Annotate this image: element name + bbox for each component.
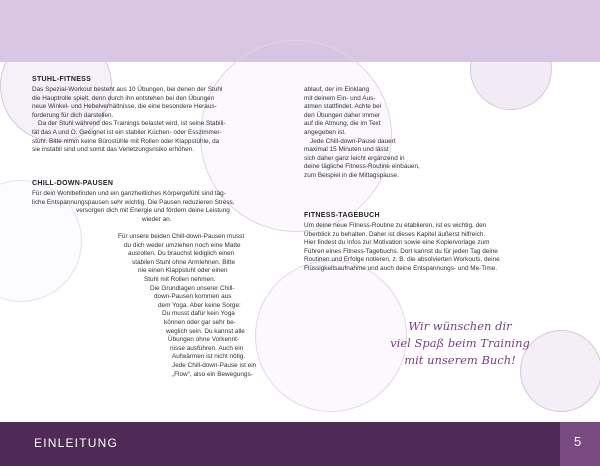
text-line: Führen eines Fitness-Tagebuchs. Dort kannst du für jeden Tag deine: [304, 247, 498, 255]
text-line: deine tägliche Fitness-Routine einbauen,: [304, 163, 420, 171]
paragraph-chill-down-continued: [304, 86, 474, 181]
section-heading-chill-down-pausen: CHILL-DOWN-PAUSEN: [32, 180, 114, 187]
text-line: stabilen Stuhl ohne Armlehnen. Bitte: [132, 258, 236, 266]
text-line: Für dein Wohlbefinden und ein ganzheitliches Körpergefühl sind täg-: [32, 190, 226, 197]
text-line: „Flow", also ein Bewegungs-: [172, 370, 253, 378]
page-number: 5: [574, 434, 582, 449]
text-line: dem Yoga. Aber keine Sorge:: [158, 301, 241, 309]
text-line: weglich sein. Du kannst alle: [166, 327, 245, 335]
text-line: Jede Chill-down-Pause dauert: [310, 137, 396, 145]
text-line: liche Entspannungspausen sehr wichtig. Die Pausen reduzieren Stress,: [32, 198, 235, 206]
text-line: nisse ausführen. Auch ein: [170, 344, 244, 352]
text-line: ablauf, der im Einklang: [304, 86, 370, 93]
script-line: viel Spaß beim Training: [390, 336, 530, 350]
text-line: Überblick zu behalten. Daher ist dieses Kapitel äußerst hilfreich.: [304, 230, 486, 238]
text-line: atmen stattfindet. Achte bei: [304, 103, 382, 111]
decorative-circle: [470, 28, 552, 110]
text-line: auf die Atmung, die im Text: [304, 120, 381, 128]
text-line: Flüssigkeitsaufnahme und auch deine Entspannungs- und Me-Time.: [304, 264, 498, 272]
text-line: Übungen ohne Vorkennt-: [168, 336, 240, 344]
section-label: EINLEITUNG: [34, 436, 119, 450]
text-line: Routinen und Erfolge notieren, z. B. die absolvierten Workouts, deine: [304, 256, 500, 264]
text-line: Die Grundlagen unserer Chill-: [150, 284, 235, 292]
text-line: ausrollen. Du brauchst lediglich einen: [128, 250, 235, 258]
text-line: angegeben ist.: [304, 128, 346, 136]
text-line: versorgen dich mit Energie und fördern deine Leistung: [76, 207, 230, 215]
section-heading-fitness-tagebuch: FITNESS-TAGEBUCH: [304, 212, 380, 219]
text-line: Aufwärmen ist nicht nötig.: [172, 353, 246, 361]
text-line: Stuhl mit Rollen nehmen.: [144, 275, 216, 283]
text-line: nie einen Klappstuhl oder einen: [138, 267, 228, 275]
text-line: stuhl. Bitte nimm keine Bürostühle mit Rollen oder Klappstühle, da: [32, 137, 220, 145]
script-line: Wir wünschen dir: [408, 319, 512, 333]
text-line: können oder gar sehr be-: [164, 318, 236, 326]
text-line: die Hauptrolle spielt, denn durch ihn entstehen bei den Übungen: [32, 94, 215, 102]
script-line: mit unserem Buch!: [404, 353, 516, 367]
text-line: Jede Chill-down-Pause ist ein: [172, 361, 257, 369]
text-line: zum Beispiel in die Mittagspause.: [304, 171, 399, 179]
text-line: den Übungen daher immer: [304, 111, 381, 119]
text-line: maximal 15 Minuten und lässt: [304, 146, 389, 154]
text-line: du dich weder umziehen noch eine Matte: [124, 241, 241, 249]
script-dedication: [360, 318, 560, 369]
text-line: Für unsere beiden Chill-down-Pausen musst: [118, 233, 245, 240]
paragraph-stuhl-fitness: [32, 86, 280, 155]
paragraph-chill-down-details: [118, 233, 298, 379]
text-line: Um deine neue Fitness-Routine zu etablieren, ist es wichtig, den: [304, 222, 487, 229]
section-heading-stuhl-fitness: STUHL-FITNESS: [32, 76, 92, 83]
text-line: mit deinem Ein- und Aus-: [304, 94, 376, 102]
text-line: tät das A und O. Geeignet ist ein stabiler Küchen- oder Esszimmer-: [32, 128, 222, 136]
text-line: wieder an.: [142, 215, 172, 223]
text-line: forderung für dich darstellen.: [32, 111, 114, 119]
text-line: Hier findest du Infos zur Motivation sowie eine Kopiervorlage zum: [304, 239, 490, 247]
text-line: Du musst dafür kein Yoga: [162, 310, 235, 318]
text-line: down-Pausen kommen aus: [154, 293, 232, 301]
text-line: sich daher ganz leicht ergänzend in: [304, 154, 405, 162]
text-line: Da der Stuhl während des Trainings belastet wird, ist seine Stabili-: [38, 120, 226, 128]
text-line: sie instabil sind und somit das Verletzungsrisiko erhöhen.: [32, 146, 194, 154]
text-line: neue Winkel- und Hebelverhältnisse, die eine besondere Heraus-: [32, 103, 217, 111]
paragraph-chill-down-intro: [32, 190, 292, 224]
text-line: Das Spezial-Workout besteht aus 10 Übungen, bei denen der Stuhl: [32, 86, 223, 93]
paragraph-fitness-tagebuch: [304, 222, 574, 274]
